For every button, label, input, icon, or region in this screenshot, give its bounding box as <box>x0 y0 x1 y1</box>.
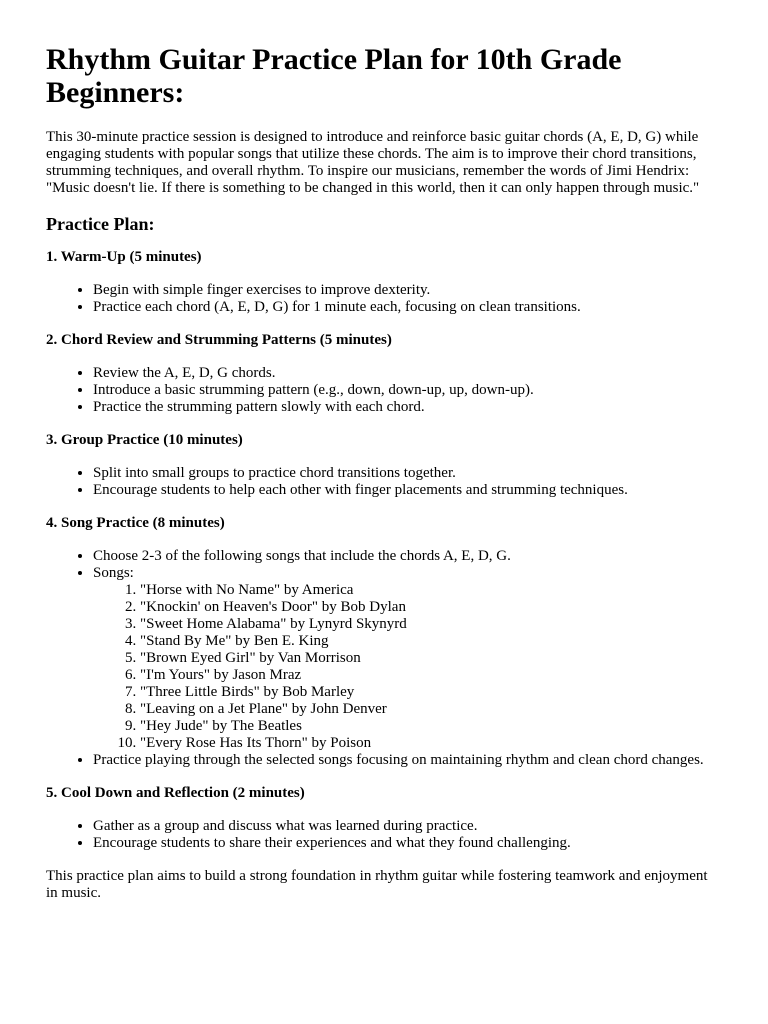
list-item: • Introduce a basic strumming pattern (e.g., down, down-up, up, down-up). <box>93 382 722 399</box>
warm-up-list <box>46 282 722 316</box>
song-item: 1. "Horse with No Name" by America <box>140 582 722 599</box>
song-item: 8. "Leaving on a Jet Plane" by John Denver <box>140 701 722 718</box>
section-heading-chord-review: 2. Chord Review and Strumming Patterns (5 minutes) <box>46 332 392 348</box>
page-title: Rhythm Guitar Practice Plan for 10th Grade Beginners: <box>46 43 622 109</box>
cool-down-list <box>46 818 722 852</box>
chord-review-list <box>46 365 722 416</box>
section-heading-warm-up: 1. Warm-Up (5 minutes) <box>46 249 202 265</box>
list-item: • Practice the strumming pattern slowly with each chord. <box>93 399 722 416</box>
songs-label: Songs: <box>93 565 134 581</box>
section-heading-song-practice: 4. Song Practice (8 minutes) <box>46 515 225 531</box>
intro-paragraph: This 30-minute practice session is designed to introduce and reinforce basic guitar chords (A, E, D, G) while engaging students with popular songs that utilize these chords. The aim is to improve their chord transitions, strumming techniques, and overall rhythm. To inspire our musicians, remember the words of Jimi Hendrix: "Music doesn't lie. If there is something to be changed in this world, then it can only happen through music." <box>46 129 700 196</box>
list-item: • Split into small groups to practice chord transitions together. <box>93 465 722 482</box>
list-item: • Choose 2-3 of the following songs that include the chords A, E, D, G. <box>93 548 722 565</box>
song-item: 6. "I'm Yours" by Jason Mraz <box>140 667 722 684</box>
plan-heading: Practice Plan: <box>46 214 155 234</box>
list-item: • Encourage students to help each other with finger placements and strumming techniques. <box>93 482 722 499</box>
song-item: 2. "Knockin' on Heaven's Door" by Bob Dylan <box>140 599 722 616</box>
section-heading-group-practice: 3. Group Practice (10 minutes) <box>46 432 243 448</box>
songs-list <box>93 582 722 752</box>
group-practice-list <box>46 465 722 499</box>
list-item-songs <box>93 565 722 752</box>
list-item: • Practice playing through the selected songs focusing on maintaining rhythm and clean chord changes. <box>93 752 722 769</box>
list-item: • Encourage students to share their experiences and what they found challenging. <box>93 835 722 852</box>
song-item: 5. "Brown Eyed Girl" by Van Morrison <box>140 650 722 667</box>
list-item: • Begin with simple finger exercises to improve dexterity. <box>93 282 722 299</box>
song-item: 4. "Stand By Me" by Ben E. King <box>140 633 722 650</box>
song-item: 3. "Sweet Home Alabama" by Lynyrd Skynyrd <box>140 616 722 633</box>
song-item: 9. "Hey Jude" by The Beatles <box>140 718 722 735</box>
closing-paragraph: This practice plan aims to build a strong foundation in rhythm guitar while fostering teamwork and enjoyment in music. <box>46 868 708 901</box>
list-item: • Review the A, E, D, G chords. <box>93 365 722 382</box>
song-practice-list <box>46 548 722 769</box>
list-item: • Gather as a group and discuss what was learned during practice. <box>93 818 722 835</box>
list-item: • Practice each chord (A, E, D, G) for 1 minute each, focusing on clean transitions. <box>93 299 722 316</box>
song-item: 10. "Every Rose Has Its Thorn" by Poison <box>140 735 722 752</box>
section-heading-cool-down: 5. Cool Down and Reflection (2 minutes) <box>46 785 305 801</box>
song-item: 7. "Three Little Birds" by Bob Marley <box>140 684 722 701</box>
